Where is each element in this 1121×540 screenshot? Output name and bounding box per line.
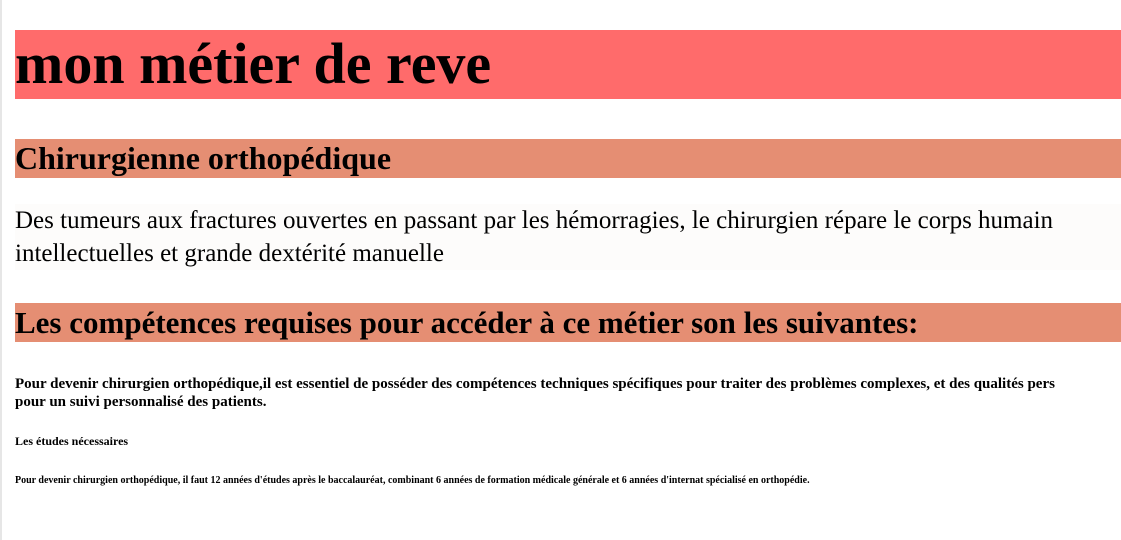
job-intro-line-2: intellectuelles et grande dextérité manuelle [15,240,444,267]
studies-heading: Les études nécessaires [15,434,129,448]
skills-heading-band [15,303,1121,342]
window-left-edge [0,0,2,540]
skills-heading: Les compétences requises pour accéder à ce métier son les suivantes: [15,305,919,340]
skills-text-line-1: Pour devenir chirurgien orthopédique,il est essentiel de posséder des compétences techniques spécifiques pour traiter des problèmes complexes, et des qualités pers [15,376,1055,392]
job-intro-line-1: Des tumeurs aux fractures ouvertes en passant par les hémorragies, le chirurgien répare le corps humain [15,207,1054,234]
job-intro-paragraph [15,204,1121,270]
title-banner [15,30,1121,99]
page-content [15,0,1121,540]
skills-text-line-2: pour un suivi personnalisé des patients. [15,394,267,410]
studies-paragraph: Pour devenir chirurgien orthopédique, il faut 12 années d'études après le baccalauréat, combinant 6 années de formation médicale générale et 6 années d'internat spécialisé en orthopédie. [15,475,810,486]
job-heading-band [15,139,1121,178]
job-heading: Chirurgienne orthopédique [15,140,392,176]
skills-paragraph [15,375,1121,411]
page-title: mon métier de reve [15,31,492,96]
